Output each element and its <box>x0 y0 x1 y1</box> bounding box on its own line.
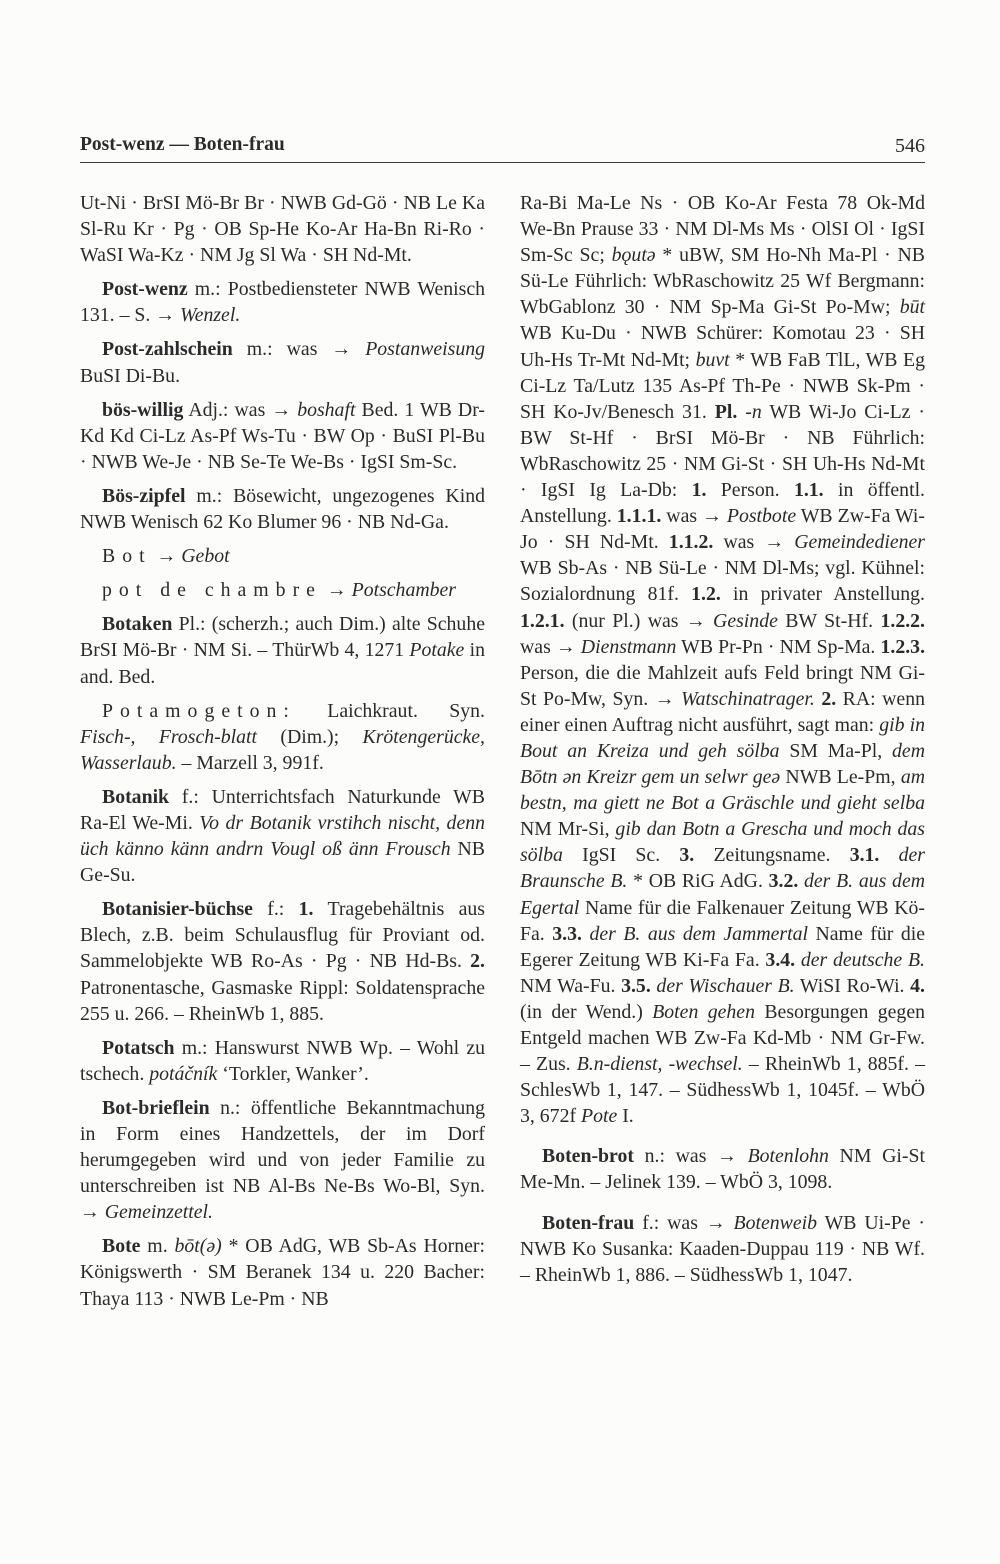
headword: Botanisier-büchse <box>102 898 253 921</box>
entry-boten-brot: Boten-brot n.: was → Botenlohn NM Gi-St Me-Mn. – Jelinek 139. – WbÖ 3, 1098. <box>520 1145 925 1194</box>
headword: Botanik <box>102 785 170 808</box>
spaced-headword: Potamogeton: <box>102 699 296 722</box>
headword: Post-wenz <box>102 278 188 301</box>
entry-botanik: Botanik f.: Unterrichtsfach Naturkunde WB Ra-El We-Mi. Vo dr Botanik vrstihch nischt, denn üch känno känn andrn Vougl oß änn Frousch NB Ge-Su. <box>80 785 486 887</box>
left-column <box>80 190 485 1320</box>
headword: Bös-zipfel <box>102 484 186 507</box>
entry-bote: Bote m. bōt(ə) * OB AdG, WB Sb-As Horner: Königswerth · SM Beranek 134 u. 220 Bacher: Thaya 113 · NWB Le-Pm · NB <box>80 1235 485 1310</box>
entry-potamogeton: Potamogeton: Laichkraut. Syn. Fisch-, Frosch-blatt (Dim.); Krötengerücke, Wasserlaub. – Marzell 3, 991f. <box>80 699 485 774</box>
entry-botaken: Botaken Pl.: (scherzh.; auch Dim.) alte Schuhe BrSI Mö-Br · NM Si. – ThürWb 4, 1271 Potake in and. Bed. <box>80 613 485 688</box>
page-number: 546 <box>895 135 925 157</box>
entry-post-zahlschein: Post-zahlschein m.: was → Postanweisung BuSI Di-Bu. <box>80 338 485 387</box>
headword: Potatsch <box>102 1036 175 1059</box>
headword: Boten-brot <box>542 1145 634 1168</box>
right-column <box>520 190 925 1296</box>
spaced-headword: Bot <box>102 545 152 568</box>
entry-botanisier-buechse: Botanisier-büchse f.: 1. Tragebehältnis aus Blech, z.B. beim Schulausflug für Proviant od. Sammelobjekte WB Ro-As · Pg · NB Hd-Bs. 2. Patronentasche, Gasmaske Rippl: Soldatensprache 255 u. 266. – RheinWb 1, 885. <box>80 898 486 1025</box>
entry-post-wenz: Post-wenz m.: Postbediensteter NWB Wenisch 131. – S. → Wenzel. <box>80 278 485 327</box>
entry-boten-frau: Boten-frau f.: was → Botenweib WB Ui-Pe · NWB Ko Susanka: Kaaden-Duppau 119 · NB Wf. – RheinWb 1, 886. – SüdhessWb 1, 1047. <box>520 1211 925 1286</box>
entry-bot: Bot → Gebot <box>102 545 230 568</box>
entry-continuation: Ut-Ni · BrSI Mö-Br Br · NWB Gd-Gö · NB Le Ka Sl-Ru Kr · Pg · OB Sp-He Ko-Ar Ha-Bn Ri-Ro · WaSI Wa-Kz · NM Jg Sl Wa · SH Nd-Mt. <box>80 192 485 267</box>
spaced-headword: pot de chambre <box>102 579 322 602</box>
entry-bot-brieflein: Bot-brieflein n.: öffentliche Bekanntmachung in Form eines Handzettels, der im Dorf herumgegeben wird und von jeder Familie zu unterschreiben ist NB Al-Bs Ne-Bs Wo-Bl, Syn. → Gemeinzettel. <box>80 1096 485 1224</box>
entry-boes-zipfel: Bös-zipfel m.: Bösewicht, ungezogenes Kind NWB Wenisch 62 Ko Blumer 96 · NB Nd-Ga. <box>80 484 485 534</box>
headword: Botaken <box>102 613 173 636</box>
entry-potatsch: Potatsch m.: Hanswurst NWB Wp. – Wohl zu tschech. potáčník ‘Torkler, Wanker’. <box>80 1036 485 1085</box>
headword: Boten-frau <box>542 1211 635 1234</box>
running-title: Post-wenz — Boten-frau <box>80 134 285 155</box>
headword: Bot-brieflein <box>102 1096 210 1119</box>
entry-boes-willig: bös-willig Adj.: was → boshaft Bed. 1 WB Dr-Kd Kd Ci-Lz As-Pf Ws-Tu · BW Op · BuSI Pl-Bu · NWB We-Je · NB Se-Te We-Bs · IgSI Sm-Sc. <box>80 398 485 473</box>
running-header <box>80 134 925 163</box>
headword: Post-zahlschein <box>102 338 233 361</box>
entry-pot-de-chambre: pot de chambre → Potschamber <box>102 579 456 602</box>
entry-bote-continuation: Ra-Bi Ma-Le Ns · OB Ko-Ar Festa 78 Ok-Md We-Bn Prause 33 · NM Dl-Ms Ms · OlSI Ol · IgSI Sm-Sc Sc; bǫutə * uBW, SM Ho-Nh Ma-Pl · NB Sü-Le Führlich: WbRaschowitz 25 Wf Bergmann: WbGablonz 30 · NM Sp-Ma Gi-St Po-Mw; būt WB Ku-Du · NWB Schürer: Komotau 23 · SH Uh-Hs Tr-Mt Nd-Mt; buvt * WB FaB TlL, WB Eg Ci-Lz Ta/Lutz 135 As-Pf Th-Pe · NWB Sk-Pm · SH Ko-Jv/Benesch 31. Pl. -n WB Wi-Jo Ci-Lz · BW St-Hf · BrSI Mö-Br · NB Führlich: WbRaschowitz 25 · NM Gi-St · SH Uh-Hs Nd-Mt · IgSI Ig La-Db: 1. Person. 1.1. in öffentl. Anstellung. 1.1.1. was → Postbote WB Zw-Fa Wi-Jo · SH Nd-Mt. 1.1.2. was → Gemeindediener WB Sb-As · NB Sü-Le · NM Dl-Ms; vgl. Kühnel: Sozialordnung 81f. 1.2. in privater Anstellung. 1.2.1. (nur Pl.) was → Gesinde BW St-Hf. 1.2.2. was → Dienstmann WB Pr-Pn · NM Sp-Ma. 1.2.3. Person, die die Mahlzeit aufs Feld bringt NM Gi-St Po-Mw, Syn. → Watschinatrager. 2. RA: wenn einer einen Auftrag nicht ausführt, sagt man: gib in Bout an Kreiza und geh sölba SM Ma-Pl, dem Bōtn ən Kreizr gem un selwr geə NWB Le-Pm, am bestn, ma giett ne Bot a Gräschle und gieht selba NM Mr-Si, gib dan Botn a Grescha und moch das sölba IgSI Sc. 3. Zeitungsname. 3.1. der Braunsche B. * OB RiG AdG. 3.2. der B. aus dem Egertal Name für die Falkenauer Zeitung WB Kö-Fa. 3.3. der B. aus dem Jammertal Name für die Egerer Zeitung WB Ki-Fa Fa. 3.4. der deutsche B. NM Wa-Fu. 3.5. der Wischauer B. WiSI Ro-Wi. 4. (in der Wend.) Boten gehen Besorgungen gegen Entgeld machen WB Zw-Fa Kd-Mb · NM Gr-Fw. – Zus. B.n-dienst, -wechsel. – RheinWb 1, 885f. – SchlesWb 1, 147. – SüdhessWb 1, 1045f. – WbÖ 3, 672f Pote I. <box>520 192 926 1128</box>
headword: Bote <box>102 1235 141 1258</box>
headword: bös-willig <box>102 398 184 421</box>
